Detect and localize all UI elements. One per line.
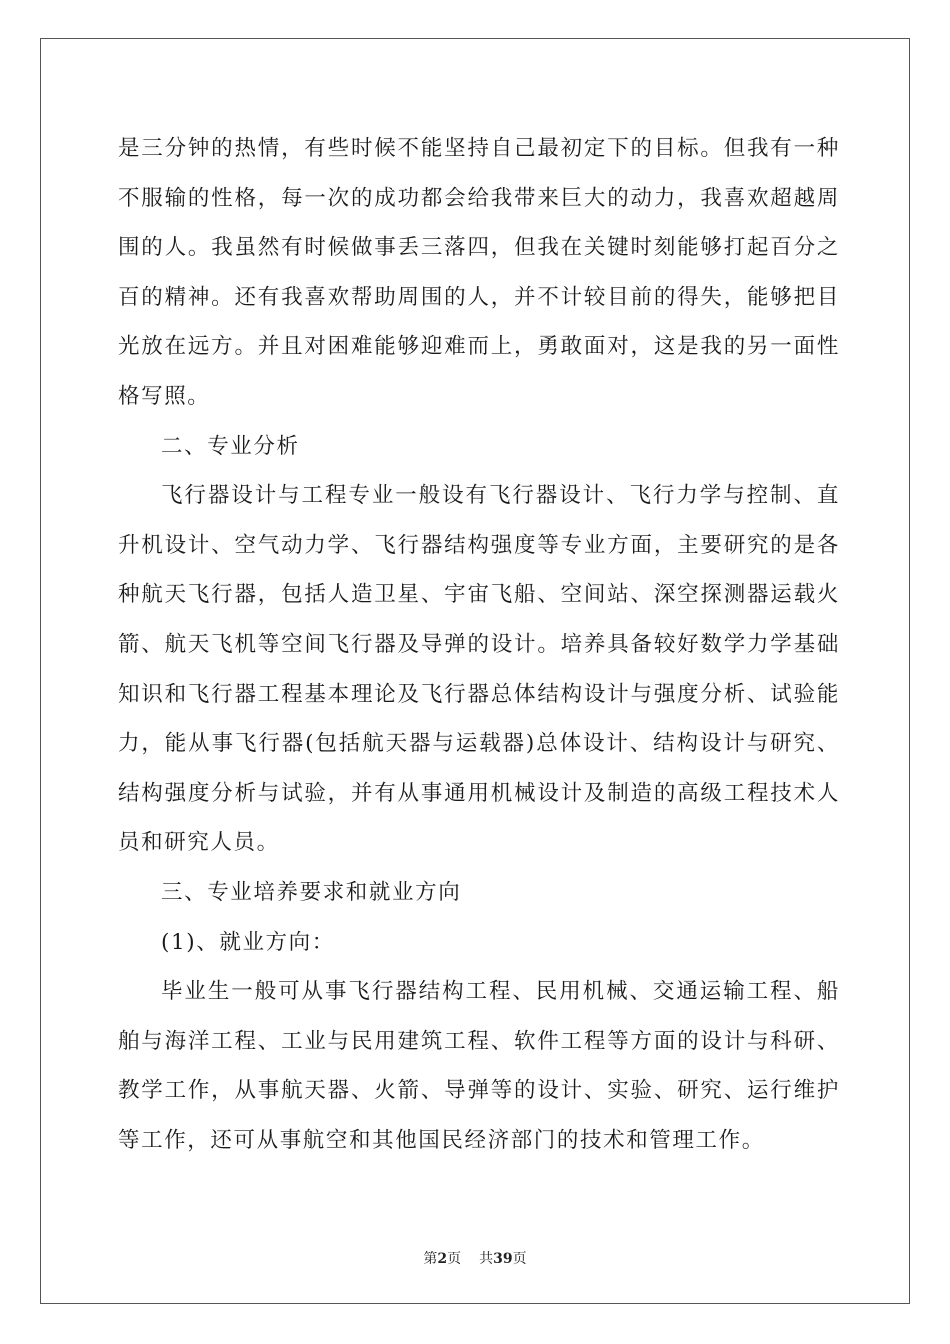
subheading-career-direction: (1)、就业方向：	[161, 929, 335, 955]
footer-page-unit: 页	[447, 1251, 462, 1267]
document-body	[118, 124, 840, 1165]
section-heading-major-analysis: 二、专业分析	[161, 433, 300, 459]
section-heading-requirements: 三、专业培养要求和就业方向	[161, 879, 462, 905]
paragraph-major-analysis: 飞行器设计与工程专业一般设有飞行器设计、飞行力学与控制、直升机设计、空气动力学、飞行器结构强度等专业方面，主要研究的是各种航天飞行器，包括人造卫星、宇宙飞船、空间站、深空探测器运载火箭、航天飞机等空间飞行器及导弹的设计。培养具备较好数学力学基础知识和飞行器工程基本理论及飞行器总体结构设计与强度分析、试验能力，能从事飞行器(包括航天器与运载器)总体设计、结构设计与研究、结构强度分析与试验，并有从事通用机械设计及制造的高级工程技术人员和研究人员。	[118, 483, 840, 856]
paragraph-personality: 是三分钟的热情，有些时候不能坚持自己最初定下的目标。但我有一种不服输的性格，每一次的成功都会给我带来巨大的动力，我喜欢超越周围的人。我虽然有时候做事丢三落四，但我在关键时刻能够打起百分之百的精神。还有我喜欢帮助周围的人，并不计较目前的得失，能够把目光放在远方。并且对困难能够迎难而上，勇敢面对，这是我的另一面性格写照。	[118, 136, 840, 409]
footer-total-prefix: 共	[479, 1251, 494, 1267]
footer-prefix: 第	[423, 1251, 438, 1267]
page-footer	[0, 1248, 950, 1268]
footer-total-unit: 页	[512, 1251, 527, 1267]
total-pages: 39	[493, 1251, 513, 1267]
page-number: 2	[437, 1251, 448, 1267]
paragraph-career-direction: 毕业生一般可从事飞行器结构工程、民用机械、交通运输工程、船舶与海洋工程、工业与民用建筑工程、软件工程等方面的设计与科研、教学工作，从事航天器、火箭、导弹等的设计、实验、研究、运行维护等工作，还可从事航空和其他国民经济部门的技术和管理工作。	[118, 979, 840, 1153]
